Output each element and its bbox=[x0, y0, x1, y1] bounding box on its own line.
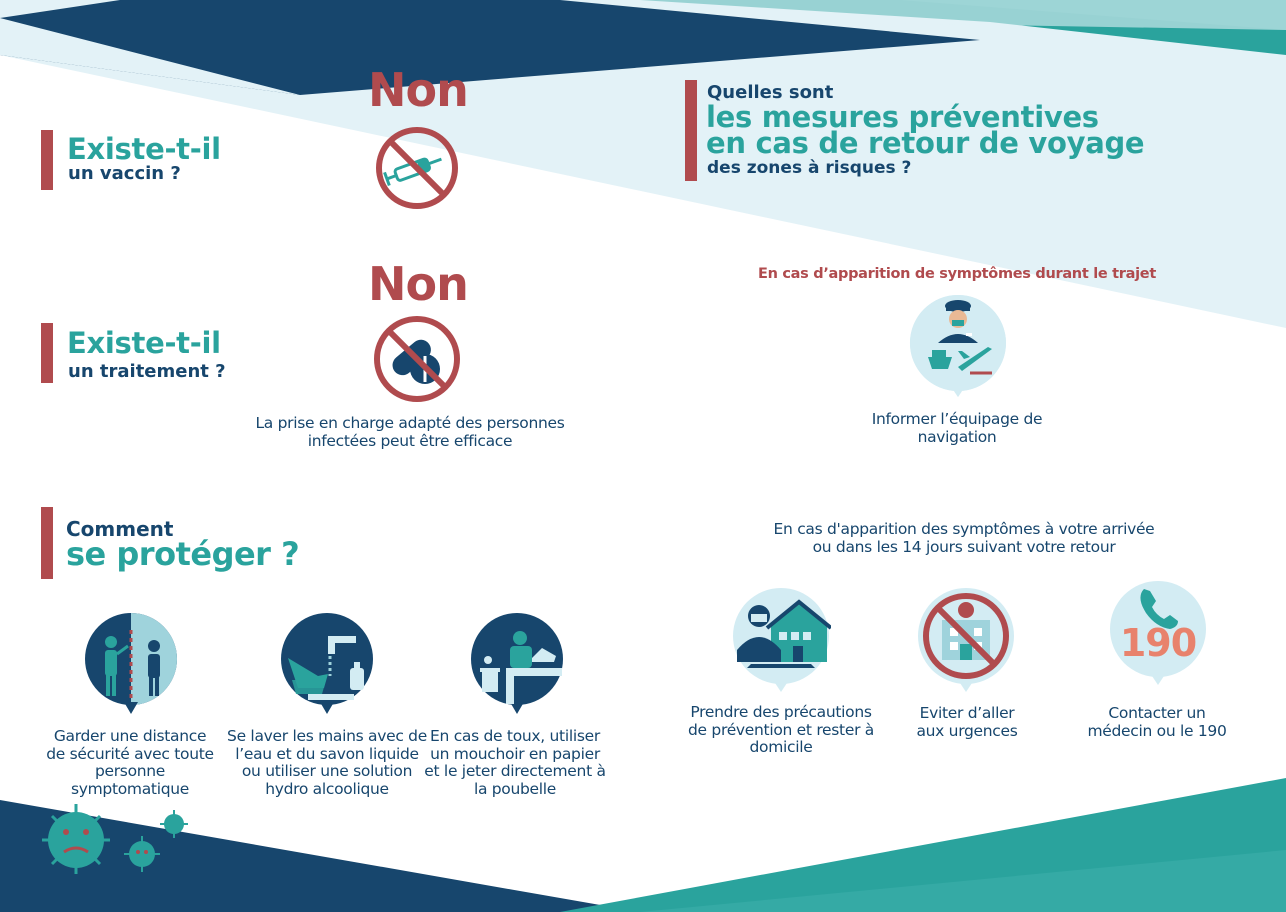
arrival-item-line: Contacter un bbox=[1108, 704, 1206, 722]
syringe-forbidden-icon bbox=[373, 124, 461, 212]
protect-bar bbox=[41, 507, 53, 579]
travel-intro: Quelles sont bbox=[707, 82, 834, 103]
travel-line2: en cas de retour de voyage bbox=[706, 126, 1145, 160]
crew-icon bbox=[908, 293, 1008, 405]
protect-item-1 bbox=[30, 728, 230, 798]
arrival-item-line: domicile bbox=[749, 738, 813, 756]
trip-label bbox=[837, 411, 1077, 446]
no-hospital-icon bbox=[916, 586, 1016, 694]
travel-line1: les mesures préventives bbox=[706, 100, 1099, 134]
arrival-heading bbox=[764, 521, 1164, 556]
treatment-note-line: La prise en charge adapté des personnes bbox=[255, 414, 565, 432]
tissue-bin-icon bbox=[470, 612, 564, 716]
phone-number: 190 bbox=[1119, 621, 1197, 665]
arrival-item-line: Eviter d’aller bbox=[919, 704, 1015, 722]
trip-heading: En cas d’apparition de symptômes durant le trajet bbox=[758, 266, 1156, 282]
vaccine-answer: Non bbox=[368, 63, 468, 117]
protect-item-line: un mouchoir en papier bbox=[430, 744, 600, 763]
distance-icon bbox=[84, 612, 178, 716]
arrival-heading-line: En cas d'apparition des symptômes à votre arrivée bbox=[773, 520, 1155, 538]
treatment-note bbox=[240, 415, 580, 450]
protect-item-line: la poubelle bbox=[473, 779, 557, 798]
vaccine-title: Existe-t-il bbox=[67, 132, 221, 166]
arrival-item-line: médecin ou le 190 bbox=[1087, 721, 1227, 740]
trip-label-line: Informer l’équipage de bbox=[871, 410, 1043, 428]
arrival-item-1 bbox=[676, 704, 886, 757]
arrival-item-line: aux urgences bbox=[916, 721, 1018, 740]
arrival-item-line: de prévention et rester à bbox=[688, 720, 874, 739]
arrival-item-2 bbox=[872, 705, 1062, 740]
protect-title2: se protéger ? bbox=[66, 535, 300, 573]
virus-icon bbox=[34, 802, 194, 878]
protect-item-3 bbox=[420, 728, 610, 798]
vaccine-subtitle: un vaccin ? bbox=[68, 163, 181, 184]
travel-outro: des zones à risques ? bbox=[707, 158, 912, 178]
vaccine-bar bbox=[41, 130, 53, 190]
arrival-item-line: Prendre des précautions bbox=[690, 703, 872, 721]
protect-item-line: l’eau et du savon liquide bbox=[235, 744, 419, 763]
hand-washing-icon bbox=[280, 612, 374, 716]
protect-title1: Comment bbox=[66, 517, 174, 541]
travel-bar bbox=[685, 80, 697, 181]
protect-item-line: personne bbox=[94, 762, 166, 780]
protect-item-line: ou utiliser une solution bbox=[241, 762, 413, 780]
treatment-title: Existe-t-il bbox=[67, 326, 221, 360]
protect-item-line: En cas de toux, utiliser bbox=[430, 727, 600, 745]
protect-item-line: de sécurité avec toute bbox=[46, 744, 214, 763]
treatment-subtitle: un traitement ? bbox=[68, 361, 226, 382]
phone-badge bbox=[1108, 579, 1208, 687]
treatment-note-line: infectées peut être efficace bbox=[307, 431, 513, 450]
arrival-item-3 bbox=[1062, 705, 1252, 740]
protect-item-line: Se laver les mains avec de bbox=[227, 727, 427, 745]
protect-item-line: Garder une distance bbox=[53, 727, 207, 745]
protect-item-2 bbox=[222, 728, 432, 798]
protect-item-line: symptomatique bbox=[70, 779, 190, 798]
home-mask-icon bbox=[731, 586, 831, 694]
treatment-bar bbox=[41, 323, 53, 383]
treatment-answer: Non bbox=[368, 257, 468, 311]
pills-forbidden-icon bbox=[371, 313, 463, 405]
arrival-heading-line: ou dans les 14 jours suivant votre retour bbox=[812, 537, 1116, 556]
protect-item-line: hydro alcoolique bbox=[265, 779, 389, 798]
trip-label-line: navigation bbox=[917, 427, 997, 446]
protect-item-line: et le jeter directement à bbox=[424, 762, 606, 780]
